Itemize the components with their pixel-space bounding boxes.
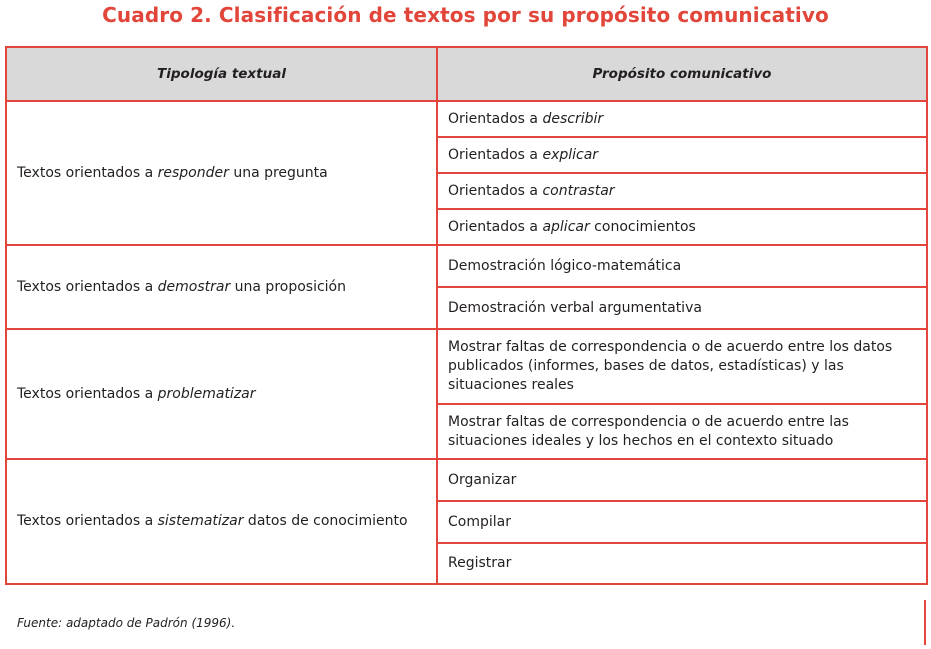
purpose-cell: Orientados a explicar bbox=[437, 137, 927, 173]
typology-cell: Textos orientados a demostrar una proposición bbox=[6, 245, 437, 329]
classification-table bbox=[5, 46, 928, 585]
typology-cell: Textos orientados a responder una pregunta bbox=[6, 101, 437, 245]
purpose-cell: Mostrar faltas de correspondencia o de acuerdo entre las situaciones ideales y los hechos en el contexto situado bbox=[437, 404, 927, 459]
purpose-cell: Organizar bbox=[437, 459, 927, 501]
header-row bbox=[6, 47, 927, 101]
table-row bbox=[6, 245, 927, 287]
header-typology: Tipología textual bbox=[6, 47, 437, 101]
table-row bbox=[6, 101, 927, 137]
typology-cell: Textos orientados a problematizar bbox=[6, 329, 437, 459]
purpose-cell: Registrar bbox=[437, 543, 927, 584]
purpose-cell: Demostración lógico-matemática bbox=[437, 245, 927, 287]
table-title: Cuadro 2. Clasificación de textos por su propósito comunicativo bbox=[102, 3, 829, 27]
purpose-cell: Orientados a contrastar bbox=[437, 173, 927, 209]
table-row bbox=[6, 329, 927, 404]
purpose-cell: Compilar bbox=[437, 501, 927, 543]
border-extension bbox=[924, 600, 926, 645]
purpose-cell: Orientados a describir bbox=[437, 101, 927, 137]
typology-cell: Textos orientados a sistematizar datos de conocimiento bbox=[6, 459, 437, 584]
purpose-cell: Mostrar faltas de correspondencia o de acuerdo entre los datos publicados (informes, bases de datos, estadísticas) y las situaciones reales bbox=[437, 329, 927, 404]
purpose-cell: Orientados a aplicar conocimientos bbox=[437, 209, 927, 245]
table-row bbox=[6, 459, 927, 501]
purpose-cell: Demostración verbal argumentativa bbox=[437, 287, 927, 329]
source-note: Fuente: adaptado de Padrón (1996). bbox=[17, 616, 236, 630]
header-purpose: Propósito comunicativo bbox=[437, 47, 927, 101]
